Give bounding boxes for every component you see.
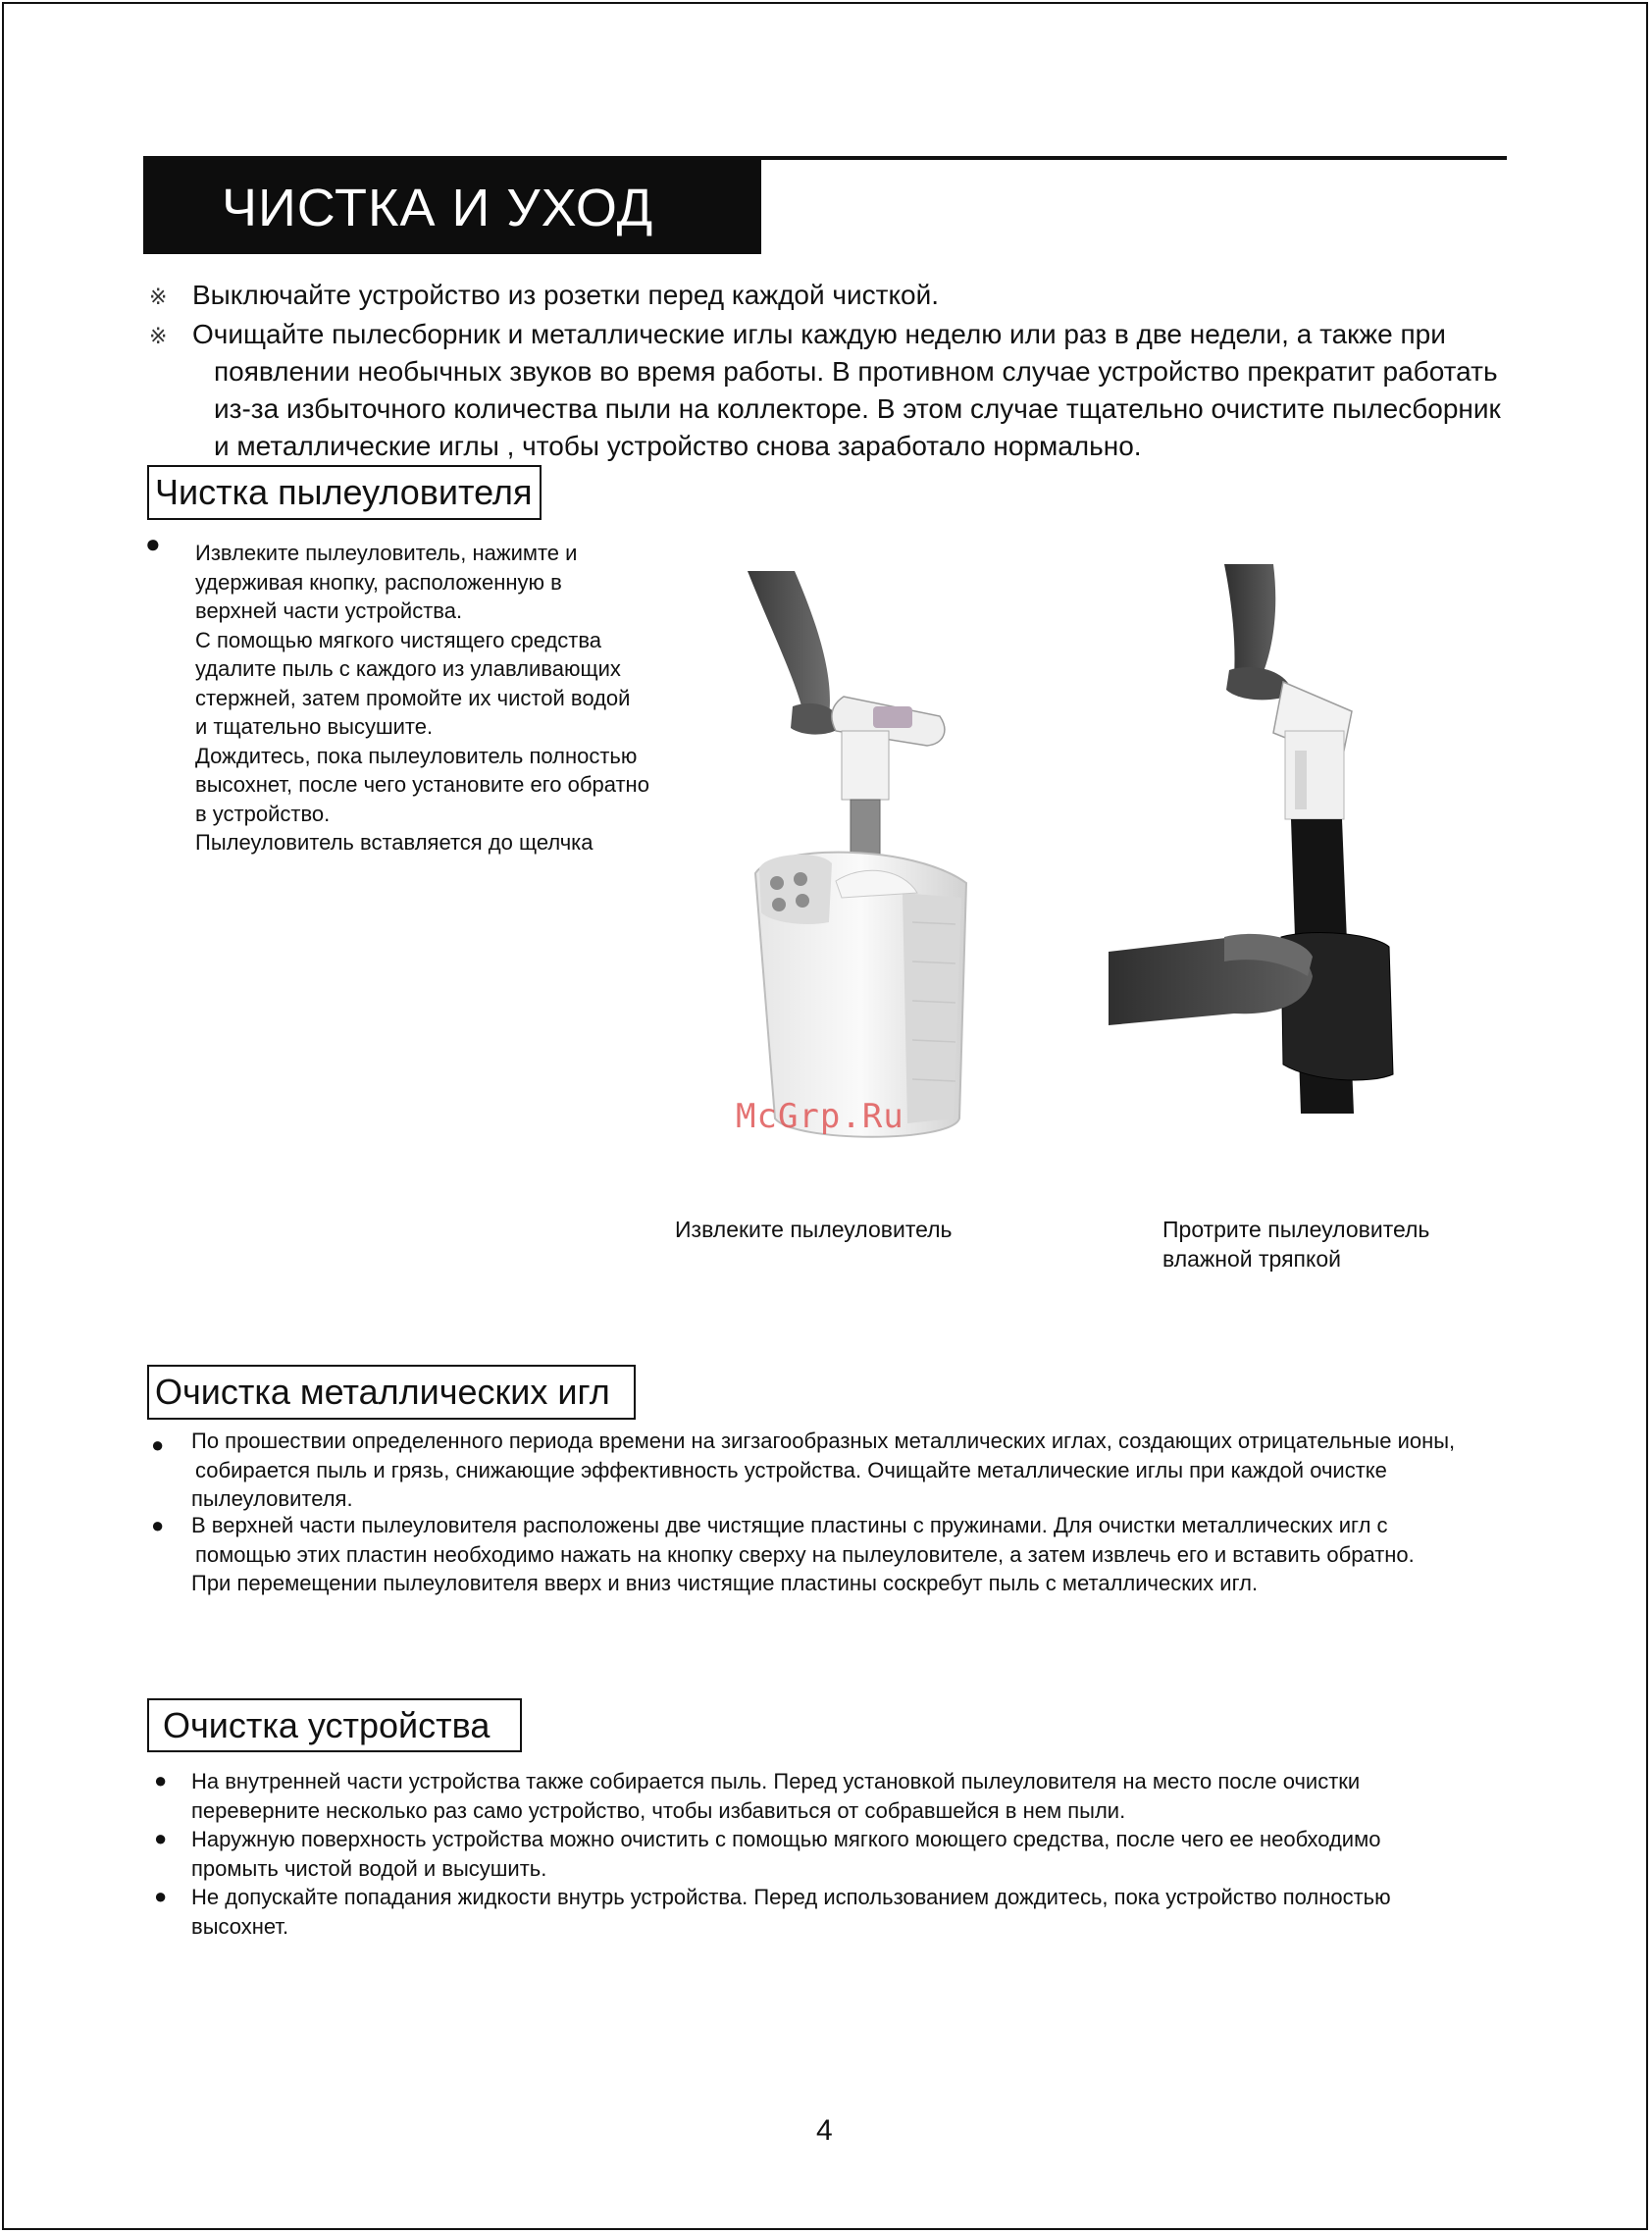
page-title: ЧИСТКА И УХОД [222, 179, 654, 237]
section-heading-metal-needles: Очистка металлических игл [147, 1365, 636, 1420]
photo-wipe-collector [1107, 564, 1401, 1114]
bullet-dot-icon: ● [151, 1432, 165, 1457]
title-band [143, 160, 761, 254]
bullet-dot-icon: ● [154, 1768, 168, 1792]
bullet-dot-icon: ● [154, 1826, 168, 1850]
unit-bullet-3: Не допускайте попадания жидкости внутрь устройства. Перед использованием дождитесь, пока устройство полностью высохнет. [191, 1885, 1391, 1939]
page-number: 4 [816, 2114, 833, 2147]
unit-bullet-1: На внутренней части устройства также собирается пыль. Перед установкой пылеуловителя на место после очистки переверните несколько раз само устройство, чтобы избавиться от собравшейся в нем пыли. [191, 1769, 1361, 1823]
section-heading-dust-collector: Чистка пылеуловителя [147, 465, 542, 520]
caption-wipe-collector-line2: влажной тряпкой [1162, 1246, 1341, 1272]
photo-remove-collector [726, 569, 981, 1158]
intro-notes [149, 277, 1562, 467]
needles-bullet-2: В верхней части пылеуловителя расположены две чистящие пластины с пружинами. Для очистки металлических игл с помощью этих пластин необходимо нажать на кнопку сверху на пылеуловителе, а затем извлечь его и вставить обратно. При перемещении пылеуловителя вверх и вниз чистящие пластины соскребут пыль с металлических игл. [191, 1513, 1415, 1595]
bullet-dot-icon: ● [145, 529, 161, 558]
watermark: McGrp.Ru [736, 1097, 904, 1136]
caption-remove-collector: Извлеките пылеуловитель [675, 1217, 953, 1242]
needles-bullet-1: По прошествии определенного периода времени на зигзагообразных металлических иглах, создающих отрицательные ионы, собирается пыль и грязь, снижающие эффективность устройства. Очищайте металлические иглы при каждой очистке пылеуловителя. [191, 1429, 1456, 1511]
unit-bullet-2: Наружную поверхность устройства можно очистить с помощью мягкого моющего средства, после чего ее необходимо промыть чистой водой и высушить. [191, 1827, 1381, 1881]
bullet-dot-icon: ● [151, 1513, 165, 1537]
caption-wipe-collector-line1: Протрите пылеуловитель [1162, 1217, 1430, 1242]
reference-mark-icon: ※ [149, 285, 168, 309]
section-heading-unit-cleaning: Очистка устройства [147, 1698, 522, 1752]
note-clean-schedule: ※ Очищайте пылесборник и металлические иглы каждую неделю или раз в две недели, а также при появлении необычных звуков во время работы. В противном случае устройство прекратит работать из-за избыточного количества пыли на коллекторе. В этом случае тщательно очистите пылесборник и металлические иглы , чтобы устройство снова заработало нормально. [149, 319, 1501, 461]
note-unplug: ※ Выключайте устройство из розетки перед каждой чисткой. [149, 277, 1562, 314]
bullet-dot-icon: ● [154, 1884, 168, 1908]
dust-collector-instructions: Извлеките пылеуловитель, нажимте и удерживая кнопку, расположенную в верхней части устройства. С помощью мягкого чистящего средства удалите пыль с каждого из улавливающих стержней, затем промойте их чистой водой и тщательно высушите. Дождитесь, пока пылеуловитель полностью высохнет, после чего установите его обратно в устройство. Пылеуловитель вставляется до щелчка [195, 541, 649, 855]
reference-mark-icon: ※ [149, 324, 168, 348]
